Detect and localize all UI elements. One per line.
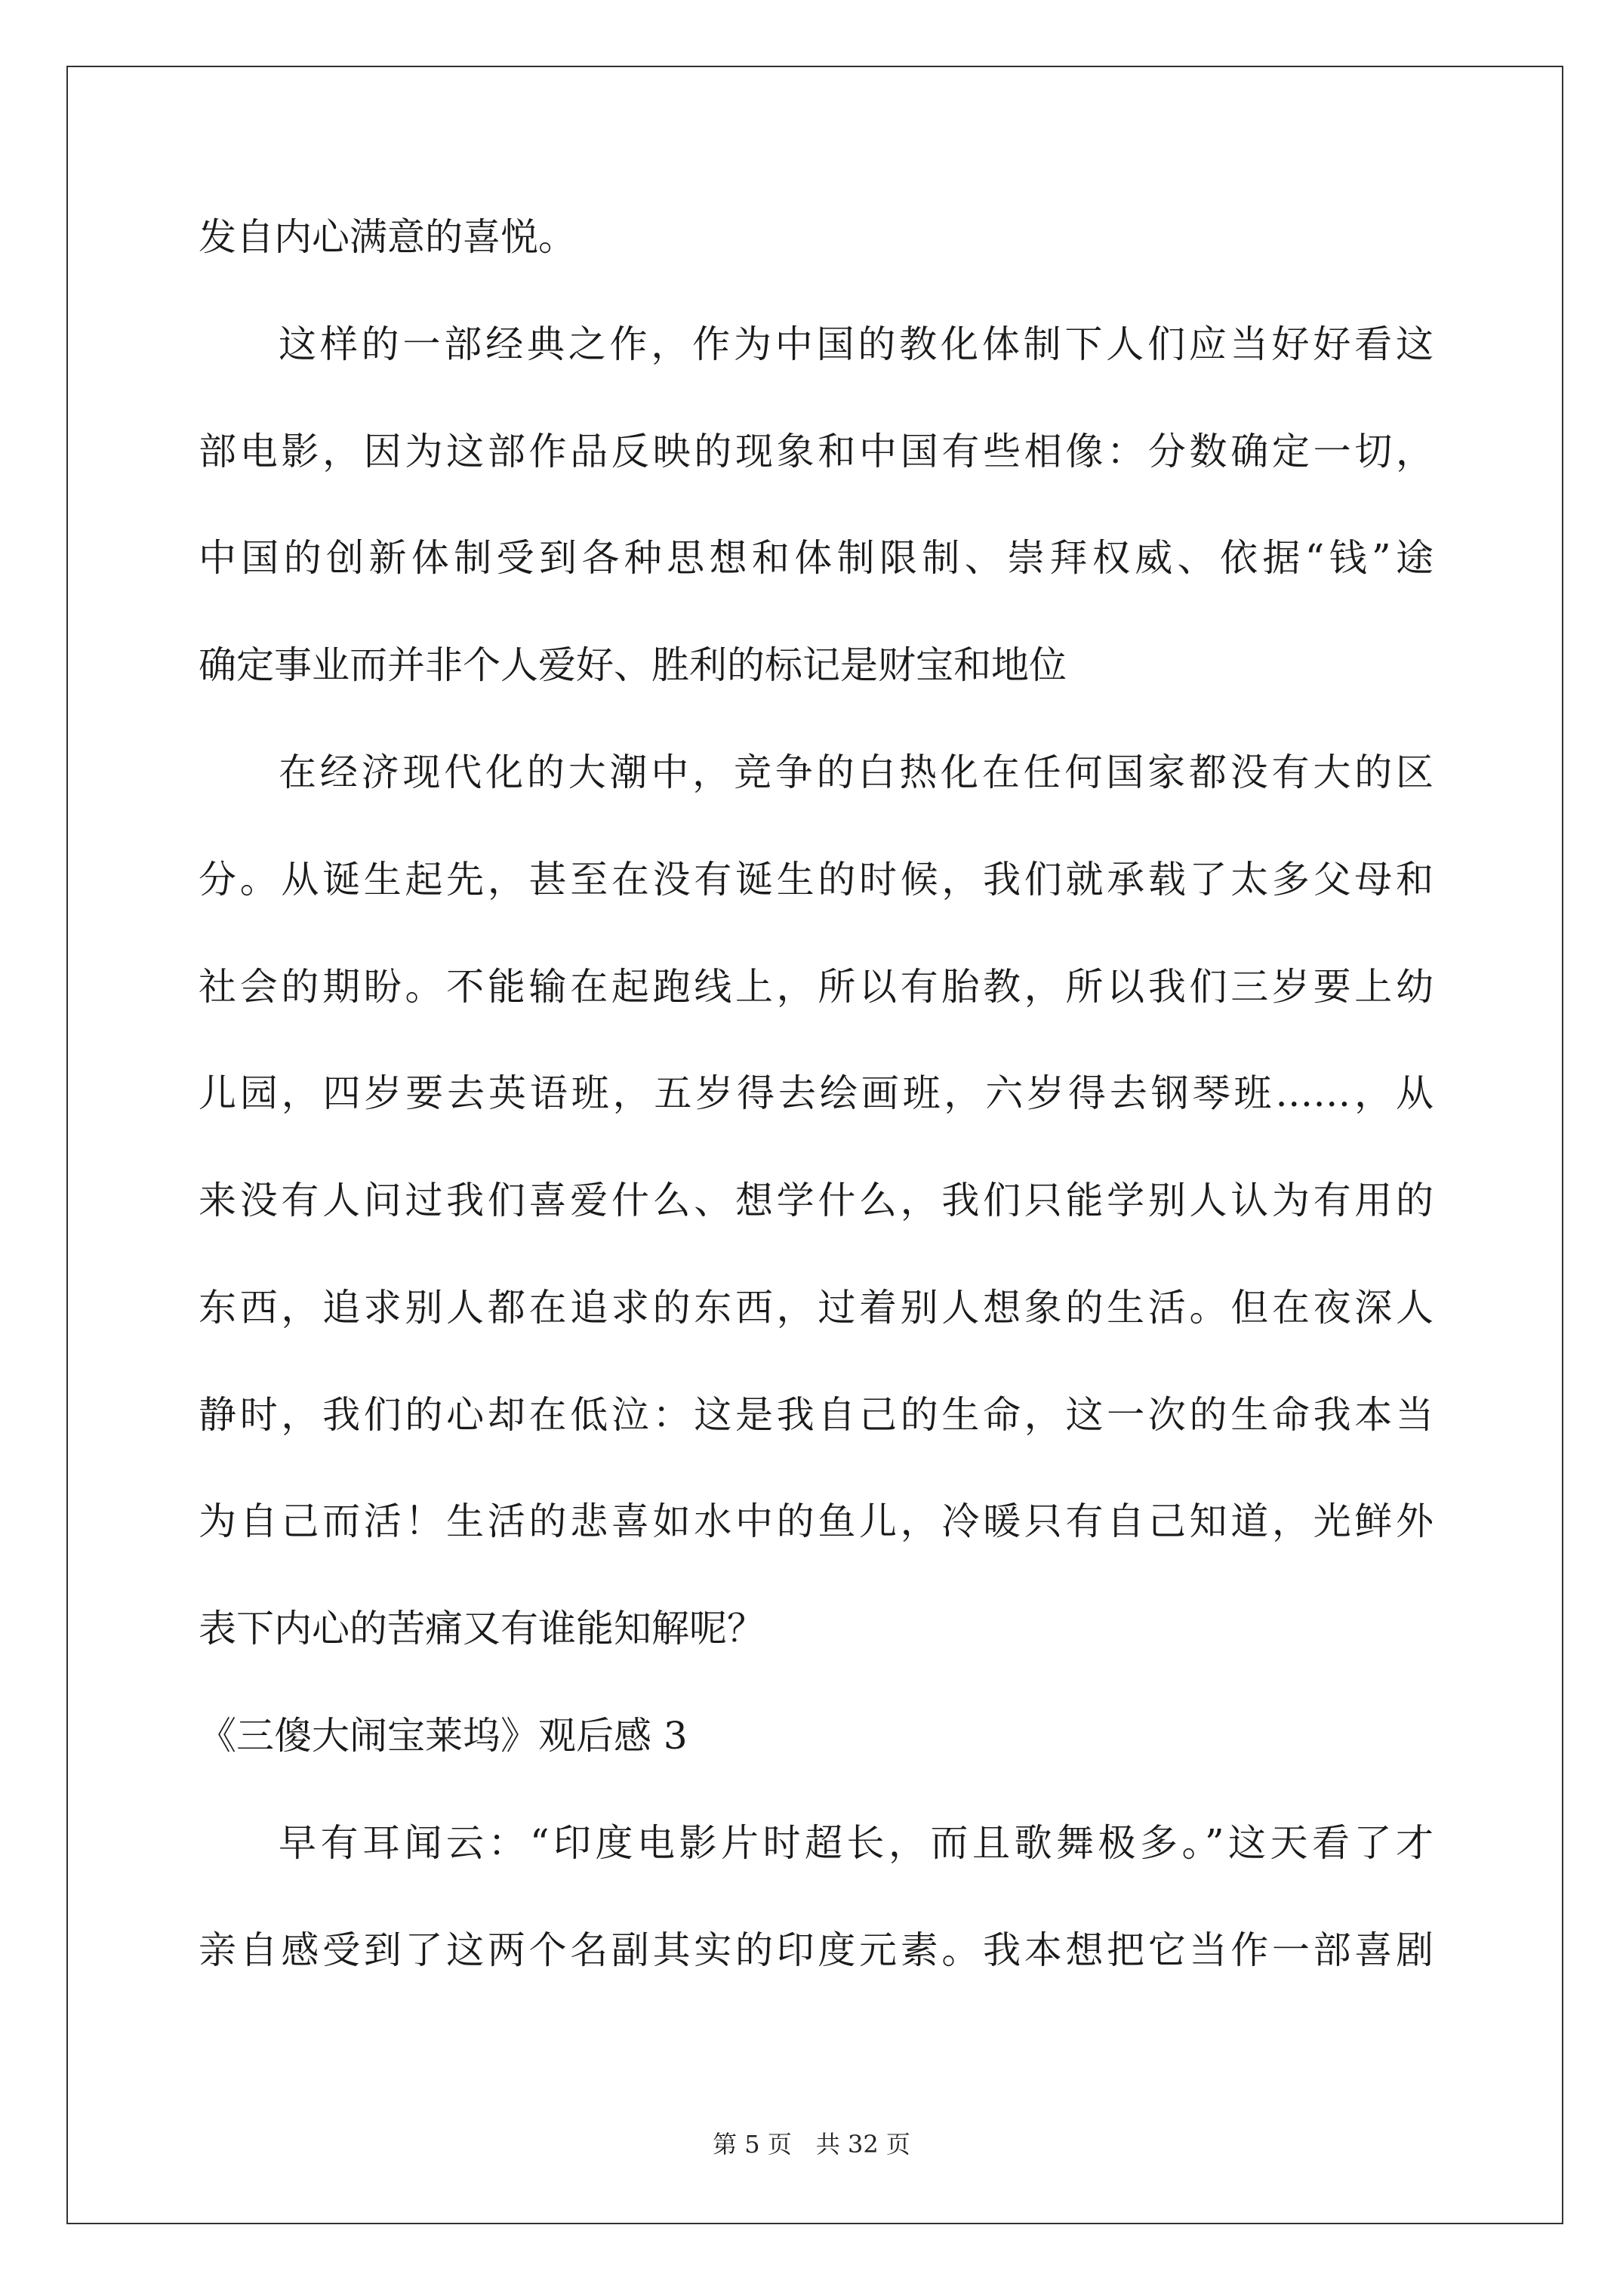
text-line: 东西，追求别人都在追求的东西，过着别人想象的生活。但在夜深人	[199, 1286, 1434, 1330]
text-line: 社会的期盼。不能输在起跑线上，所以有胎教，所以我们三岁要上幼	[199, 965, 1434, 1009]
paragraph-start-line: 这样的一部经典之作，作为中国的教化体制下人们应当好好看这	[279, 322, 1434, 366]
text-line: 亲自感受到了这两个名副其实的印度元素。我本想把它当作一部喜剧	[199, 1928, 1434, 1972]
text-line: 表下内心的苦痛又有谁能知解呢？	[199, 1607, 765, 1650]
text-line: 来没有人问过我们喜爱什么、想学什么，我们只能学别人认为有用的	[199, 1179, 1434, 1222]
paragraph-start-line: 早有耳闻云：“印度电影片时超长，而且歌舞极多。”这天看了才	[279, 1821, 1434, 1865]
paragraph-start-line: 在经济现代化的大潮中，竞争的白热化在任何国家都没有大的区	[279, 750, 1434, 794]
text-line: 确定事业而并非个人爱好、胜利的标记是财宝和地位	[199, 643, 1067, 687]
text-line: 分。从诞生起先，甚至在没有诞生的时候，我们就承载了太多父母和	[199, 858, 1434, 901]
text-line: 中国的创新体制受到各种思想和体制限制、崇拜权威、依据“钱”途	[199, 536, 1434, 580]
page-border	[66, 66, 1563, 2224]
text-line: 儿园，四岁要去英语班，五岁得去绘画班，六岁得去钢琴班……，从	[199, 1071, 1434, 1115]
page-number-footer: 第 5 页 共 32 页	[713, 2130, 910, 2159]
section-heading: 《三傻大闹宝莱坞》观后感 3	[199, 1714, 688, 1758]
text-line: 静时，我们的心却在低泣：这是我自己的生命，这一次的生命我本当	[199, 1393, 1434, 1437]
text-line: 发自内心满意的喜悦。	[199, 215, 576, 259]
text-line: 部电影，因为这部作品反映的现象和中国有些相像：分数确定一切，	[199, 430, 1434, 473]
text-line: 为自己而活！生活的悲喜如水中的鱼儿，冷暖只有自己知道，光鲜外	[199, 1499, 1434, 1543]
